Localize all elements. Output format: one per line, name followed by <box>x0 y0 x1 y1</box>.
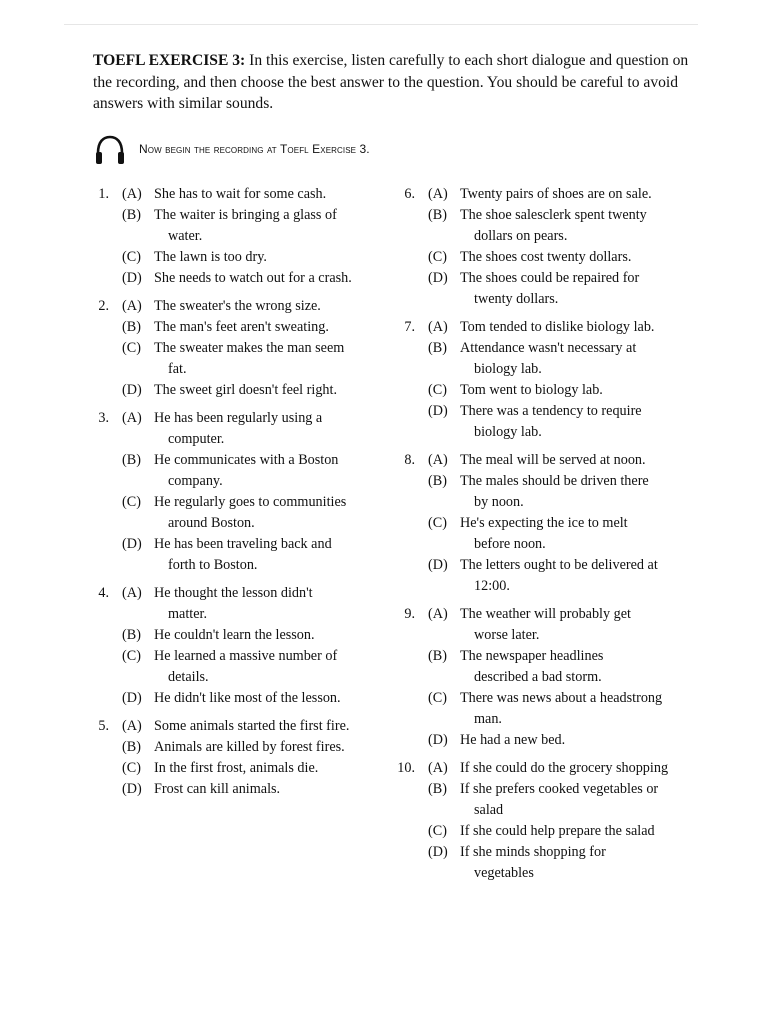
option-letter: (C) <box>122 340 141 356</box>
option-letter: (A) <box>122 585 142 601</box>
recording-instruction: Now begin the recording at Toefl Exercise 3. <box>139 142 370 156</box>
headphones-icon <box>93 133 127 167</box>
option-letter: (B) <box>122 627 141 643</box>
option-text: worse later. <box>474 627 540 643</box>
option-letter: (A) <box>428 186 448 202</box>
option-text: dollars on pears. <box>474 228 568 244</box>
option-letter: (B) <box>428 648 447 664</box>
option-letter: (A) <box>122 186 142 202</box>
answer-option <box>398 779 688 821</box>
option-text: If she minds shopping for <box>460 844 606 860</box>
answer-option <box>92 247 382 268</box>
option-letter: (C) <box>428 690 447 706</box>
option-letter: (B) <box>122 452 141 468</box>
option-letter: (A) <box>428 319 448 335</box>
option-text: There was news about a headstrong <box>460 690 663 706</box>
option-letter: (A) <box>122 298 142 314</box>
answer-option <box>398 401 688 443</box>
answer-option <box>92 408 382 450</box>
option-text: He regularly goes to communities <box>154 494 347 510</box>
answer-option <box>398 205 688 247</box>
answer-option <box>398 842 688 884</box>
option-text: company. <box>168 473 223 489</box>
option-text: by noon. <box>474 494 524 510</box>
option-text: water. <box>168 228 203 244</box>
option-letter: (A) <box>122 410 142 426</box>
page-top-divider <box>64 24 698 25</box>
answer-option <box>398 513 688 555</box>
option-text: The sweet girl doesn't feel right. <box>154 382 337 398</box>
option-text: He has been regularly using a <box>154 410 323 426</box>
questions-left-column <box>92 184 382 807</box>
option-text: The weather will probably get <box>460 606 631 622</box>
option-letter: (B) <box>428 340 447 356</box>
option-text: computer. <box>168 431 225 447</box>
question-6 <box>398 184 688 310</box>
option-text: There was a tendency to require <box>460 403 642 419</box>
option-letter: (D) <box>428 557 448 573</box>
option-letter: (D) <box>122 382 142 398</box>
option-letter: (C) <box>428 515 447 531</box>
question-5 <box>92 716 382 800</box>
option-text: She needs to watch out for a crash. <box>154 270 352 286</box>
option-letter: (A) <box>428 606 448 622</box>
answer-option <box>92 205 382 247</box>
question-number: 4. <box>98 585 109 601</box>
option-text: The sweater's the wrong size. <box>154 298 321 314</box>
option-text: vegetables <box>474 865 534 881</box>
option-text: The shoes could be repaired for <box>460 270 640 286</box>
option-text: before noon. <box>474 536 546 552</box>
question-number: 9. <box>404 606 415 622</box>
answer-option <box>92 688 382 709</box>
answer-option <box>92 646 382 688</box>
option-text: twenty dollars. <box>474 291 559 307</box>
question-number: 3. <box>98 410 109 426</box>
option-letter: (B) <box>428 473 447 489</box>
answer-option <box>398 317 688 338</box>
answer-option <box>398 604 688 646</box>
answer-option <box>398 268 688 310</box>
exercise-title: TOEFL EXERCISE 3: <box>93 52 246 69</box>
option-text: He learned a massive number of <box>154 648 338 664</box>
option-letter: (B) <box>122 207 141 223</box>
answer-option <box>92 268 382 289</box>
option-letter: (C) <box>122 249 141 265</box>
option-letter: (B) <box>122 319 141 335</box>
option-text: The letters ought to be delivered at <box>460 557 658 573</box>
option-letter: (C) <box>122 494 141 510</box>
questions-right-column <box>398 184 688 891</box>
option-text: man. <box>474 711 502 727</box>
option-letter: (B) <box>122 739 141 755</box>
instructions-body: In this exercise, listen carefully to each short dialogue and question on the recording, and then choose the best answer to the question. You should be careful to avoid answers with similar sounds. <box>93 52 689 112</box>
answer-option <box>398 555 688 597</box>
question-number: 2. <box>98 298 109 314</box>
answer-option <box>398 730 688 751</box>
option-letter: (B) <box>428 781 447 797</box>
option-text: He had a new bed. <box>460 732 566 748</box>
answer-option <box>398 380 688 401</box>
answer-option <box>92 450 382 492</box>
question-number: 5. <box>98 718 109 734</box>
question-number: 7. <box>404 319 415 335</box>
option-text: If she could do the grocery shopping <box>460 760 669 776</box>
option-text: The waiter is bringing a glass of <box>154 207 337 223</box>
option-text: The newspaper headlines <box>460 648 604 664</box>
answer-option <box>92 758 382 779</box>
option-text: described a bad storm. <box>474 669 602 685</box>
question-9 <box>398 604 688 751</box>
option-letter: (D) <box>428 844 448 860</box>
option-letter: (C) <box>122 760 141 776</box>
answer-option <box>92 716 382 737</box>
option-letter: (D) <box>122 536 142 552</box>
option-text: The shoes cost twenty dollars. <box>460 249 632 265</box>
option-text: He didn't like most of the lesson. <box>154 690 341 706</box>
option-letter: (D) <box>122 690 142 706</box>
option-text: matter. <box>168 606 208 622</box>
answer-option <box>398 247 688 268</box>
answer-option <box>398 688 688 730</box>
option-text: salad <box>474 802 504 818</box>
answer-option <box>398 184 688 205</box>
answer-option <box>92 583 382 625</box>
question-8 <box>398 450 688 597</box>
option-text: Animals are killed by forest fires. <box>154 739 345 755</box>
question-10 <box>398 758 688 884</box>
option-text: 12:00. <box>474 578 510 594</box>
question-number: 6. <box>404 186 415 202</box>
option-text: If she prefers cooked vegetables or <box>460 781 659 797</box>
answer-option <box>92 338 382 380</box>
question-2 <box>92 296 382 401</box>
answer-option <box>398 646 688 688</box>
answer-option <box>92 317 382 338</box>
option-text: In the first frost, animals die. <box>154 760 319 776</box>
option-text: biology lab. <box>474 424 542 440</box>
option-letter: (D) <box>428 732 448 748</box>
question-number: 1. <box>98 186 109 202</box>
option-text: details. <box>168 669 209 685</box>
option-text: The males should be driven there <box>460 473 649 489</box>
answer-option <box>398 471 688 513</box>
option-text: The man's feet aren't sweating. <box>154 319 329 335</box>
answer-option <box>92 737 382 758</box>
answer-option <box>92 779 382 800</box>
option-letter: (D) <box>122 781 142 797</box>
option-text: If she could help prepare the salad <box>460 823 655 839</box>
option-text: Attendance wasn't necessary at <box>460 340 637 356</box>
option-text: Tom went to biology lab. <box>460 382 603 398</box>
question-4 <box>92 583 382 709</box>
option-text: forth to Boston. <box>168 557 258 573</box>
answer-option <box>92 492 382 534</box>
answer-option <box>398 338 688 380</box>
option-letter: (A) <box>428 760 448 776</box>
exercise-instructions <box>93 50 693 115</box>
option-letter: (C) <box>428 249 447 265</box>
option-text: The meal will be served at noon. <box>460 452 646 468</box>
option-text: He thought the lesson didn't <box>154 585 313 601</box>
option-letter: (A) <box>428 452 448 468</box>
question-7 <box>398 317 688 443</box>
option-letter: (D) <box>428 270 448 286</box>
option-text: He couldn't learn the lesson. <box>154 627 315 643</box>
option-text: Frost can kill animals. <box>154 781 281 797</box>
option-text: He's expecting the ice to melt <box>460 515 628 531</box>
option-text: around Boston. <box>168 515 255 531</box>
recording-cue <box>93 132 370 168</box>
option-text: The lawn is too dry. <box>154 249 267 265</box>
option-text: The shoe salesclerk spent twenty <box>460 207 647 223</box>
option-text: Tom tended to dislike biology lab. <box>460 319 655 335</box>
answer-option <box>92 380 382 401</box>
answer-option <box>398 821 688 842</box>
answer-option <box>92 534 382 576</box>
option-letter: (C) <box>428 382 447 398</box>
question-1 <box>92 184 382 289</box>
question-3 <box>92 408 382 576</box>
option-letter: (A) <box>122 718 142 734</box>
answer-option <box>92 625 382 646</box>
option-text: She has to wait for some cash. <box>154 186 327 202</box>
question-number: 8. <box>404 452 415 468</box>
option-text: He has been traveling back and <box>154 536 332 552</box>
option-text: biology lab. <box>474 361 542 377</box>
answer-option <box>398 450 688 471</box>
option-text: Some animals started the first fire. <box>154 718 350 734</box>
option-text: The sweater makes the man seem <box>154 340 345 356</box>
answer-option <box>92 296 382 317</box>
answer-option <box>92 184 382 205</box>
option-text: fat. <box>168 361 187 377</box>
option-letter: (C) <box>428 823 447 839</box>
option-letter: (D) <box>122 270 142 286</box>
answer-option <box>398 758 688 779</box>
question-number: 10. <box>397 760 415 776</box>
option-text: He communicates with a Boston <box>154 452 339 468</box>
option-text: Twenty pairs of shoes are on sale. <box>460 186 652 202</box>
option-letter: (B) <box>428 207 447 223</box>
option-letter: (C) <box>122 648 141 664</box>
option-letter: (D) <box>428 403 448 419</box>
